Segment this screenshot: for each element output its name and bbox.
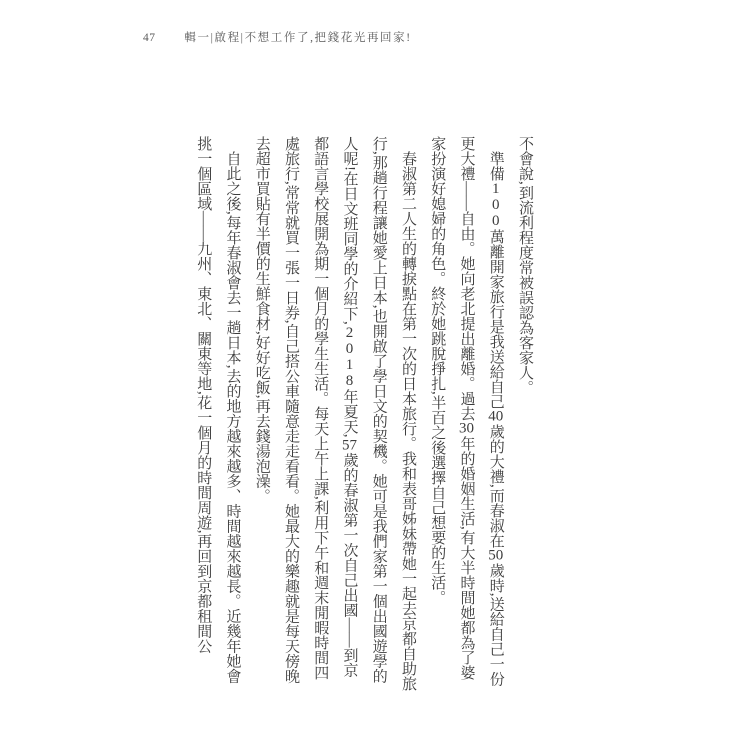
number-run: 40: [488, 409, 504, 424]
text-run: 歲時,送給自己一份更大禮——自由。她向老北提出離婚。過去: [458, 136, 504, 687]
text-run: 歲的大禮,而春淑在: [487, 424, 504, 548]
running-header: [143, 29, 412, 45]
number-run: 30: [459, 421, 474, 436]
text-run: 年的婚姻生活,有大半時間她都為了婆家扮演好媳婦的角色。終於她跳脫掙扎,半百之後選擇自己想要的生活。: [429, 136, 475, 680]
paragraph: [247, 136, 423, 692]
text-run: 準備: [487, 151, 504, 181]
number-run: 57: [342, 437, 357, 453]
text-run: 不會說,到流利程度常被誤認為客家人。: [517, 136, 533, 395]
paragraph: [188, 136, 247, 692]
text-run: 自此之後,每年春淑會去一趟日本,去的地方越來越多、時間越來越長。近幾年她會挑一個區域——九州、東北、關東等地,花一個月的時間周遊,再回到京都租間公: [195, 136, 241, 684]
text-run: 年夏天,: [341, 388, 358, 438]
running-head-title: 輯一|啟程|不想工作了,把錢花光再回家!: [184, 32, 412, 44]
number-run: 50: [488, 547, 504, 563]
text-run: 歲的春淑第一次自己出國——到京都語言學校展開為期一個月的學生生活。每天上午上課,利用下午和週末閒暇時間四處旅行,常常就買一張一日券,自己搭公車隨意走走看看。她最大的樂趣就是每天傍晚去超市買貼有半價的生鮮食材,好好吃飯,再去錢湯泡澡。: [253, 136, 358, 684]
paragraph: [510, 136, 539, 692]
text-run: 萬離開家旅行是我送給自己: [487, 229, 504, 409]
body-text: [188, 136, 539, 692]
number-run: 2018: [341, 324, 358, 389]
paragraph: [422, 136, 510, 692]
number-run: 100: [487, 181, 504, 229]
page-number: 47: [143, 32, 156, 44]
text-run: 春淑第二人生的轉捩點在第一次的日本旅行。我和表哥姊妹帶她一起去京都自助旅行,那趟行程讓她愛上日本,也開啟了學日文的契機。她可是我們家第一個出國遊學的人呢!在日文班同學的介紹下,: [341, 136, 416, 691]
